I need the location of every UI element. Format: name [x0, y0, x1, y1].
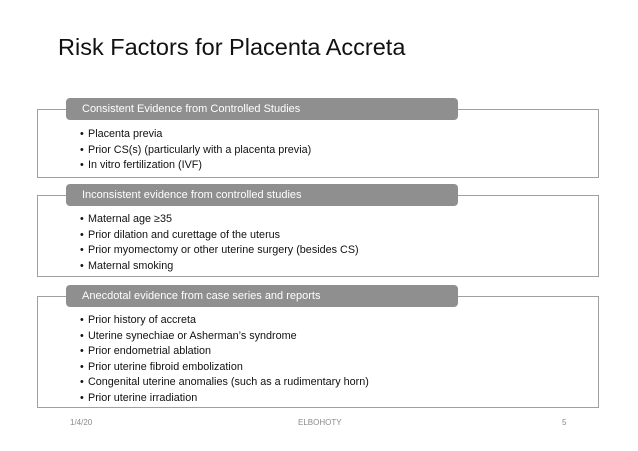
bullet: •	[80, 345, 84, 358]
list-item: • Prior uterine fibroid embolization	[80, 360, 369, 376]
footer-page-number: 5	[562, 418, 567, 427]
section-header-inconsistent: Inconsistent evidence from controlled studies	[66, 184, 458, 206]
list-item: • Maternal smoking	[80, 259, 359, 275]
section-list-anecdotal	[80, 313, 369, 407]
footer-author: ELBOHOTY	[298, 418, 342, 427]
list-item: • Uterine synechiae or Asherman’s syndrome	[80, 329, 369, 345]
list-item: • Prior dilation and curettage of the uterus	[80, 228, 359, 244]
section-list-consistent	[80, 127, 311, 174]
bullet: •	[80, 213, 84, 225]
bullet: •	[80, 128, 84, 140]
list-item: • Maternal age ≥35	[80, 212, 359, 228]
bullet: •	[80, 143, 84, 156]
list-item: • Prior CS(s) (particularly with a placenta previa)	[80, 143, 311, 159]
bullet: •	[80, 376, 84, 389]
bullet: •	[80, 391, 84, 404]
slide-title: Risk Factors for Placenta Accreta	[58, 34, 406, 60]
section-header-consistent: Consistent Evidence from Controlled Studies	[66, 98, 458, 120]
section-list-inconsistent	[80, 212, 359, 274]
list-item: • Congenital uterine anomalies (such as a rudimentary horn)	[80, 375, 369, 391]
list-item: • Placenta previa	[80, 127, 311, 143]
bullet: •	[80, 314, 84, 326]
list-item: • Prior uterine irradiation	[80, 391, 369, 407]
list-item: • Prior myomectomy or other uterine surgery (besides CS)	[80, 243, 359, 259]
bullet: •	[80, 159, 84, 172]
bullet: •	[80, 259, 84, 272]
bullet: •	[80, 228, 84, 241]
section-header-anecdotal: Anecdotal evidence from case series and reports	[66, 285, 458, 307]
footer-date: 1/4/20	[70, 418, 93, 427]
bullet: •	[80, 360, 84, 373]
bullet: •	[80, 244, 84, 257]
bullet: •	[80, 329, 84, 342]
list-item: • In vitro fertilization (IVF)	[80, 158, 311, 174]
list-item: • Prior history of accreta	[80, 313, 369, 329]
list-item: • Prior endometrial ablation	[80, 344, 369, 360]
